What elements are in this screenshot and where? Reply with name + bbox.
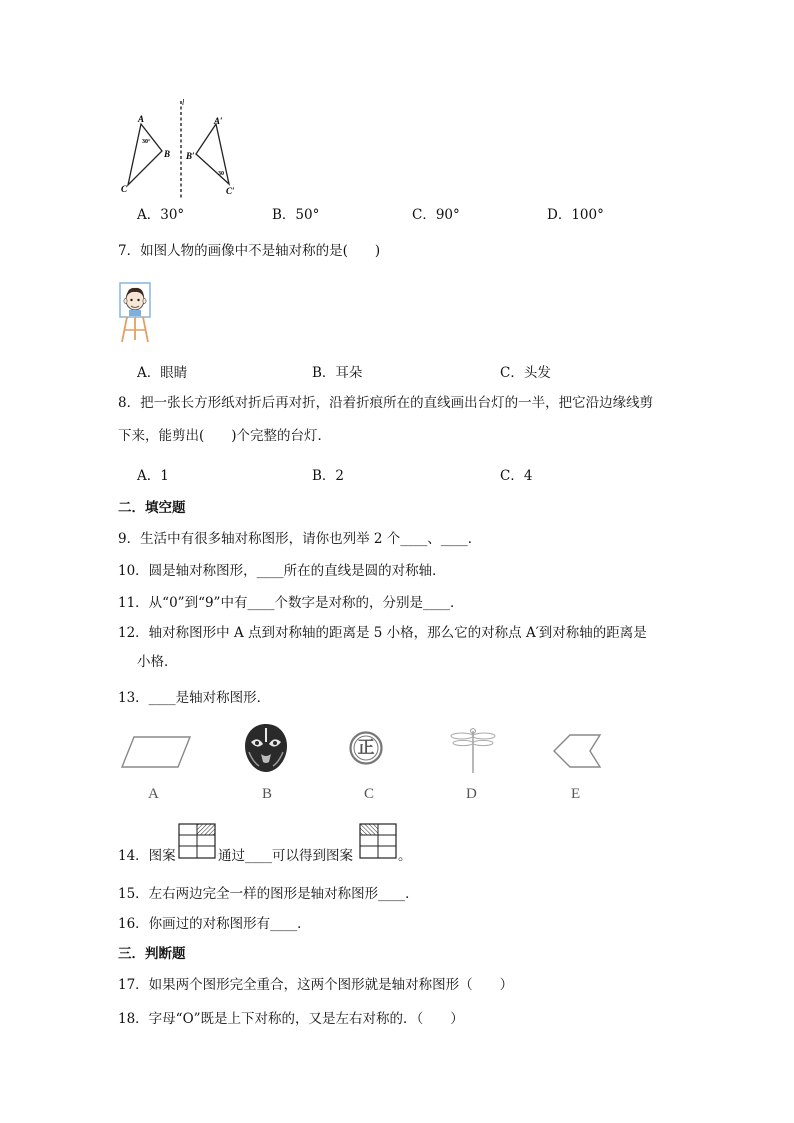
q6-option-a: A．30° bbox=[137, 207, 185, 223]
q6-option-d: D．100° bbox=[547, 207, 604, 223]
q7-option-c: C．头发 bbox=[500, 365, 551, 381]
q8-option-b: B．2 bbox=[312, 468, 345, 484]
q6-option-c: C．90° bbox=[412, 207, 460, 223]
q14-part3: 。 bbox=[398, 848, 412, 864]
q13-figure-c-stamp bbox=[349, 731, 383, 765]
triangle-abc bbox=[128, 124, 162, 185]
q13-figure-e-arrow-shape bbox=[552, 733, 602, 769]
q14-part1: 14．图案 bbox=[118, 848, 176, 864]
label-A: A bbox=[138, 114, 145, 124]
q7-option-a: A．眼睛 bbox=[137, 365, 188, 381]
section-judgment-heading: 三．判断题 bbox=[118, 946, 186, 962]
q8-option-c: C．4 bbox=[500, 468, 533, 484]
q8-stem-line1: 8．把一张长方形纸对折后再对折，沿着折痕所在的直线画出台灯的一半，把它沿边缘线剪 bbox=[118, 395, 654, 411]
q16-text: 16．你画过的对称图形有____． bbox=[118, 916, 311, 932]
q14-pattern-1 bbox=[178, 823, 216, 859]
angle-label-a: 30° bbox=[142, 139, 151, 145]
q13-label-c: C bbox=[364, 786, 375, 802]
q7-stem: 7．如图人物的画像中不是轴对称的是( ) bbox=[118, 243, 381, 259]
q9-text: 9．生活中有很多轴对称图形，请你也列举 2 个____、____． bbox=[118, 531, 482, 547]
q14-pattern-2 bbox=[359, 823, 397, 859]
label-C: C bbox=[121, 184, 128, 194]
axis-label-l: l bbox=[182, 98, 185, 107]
q13-label-d: D bbox=[466, 786, 477, 802]
q13-figure-a-parallelogram bbox=[120, 734, 192, 770]
label-A-prime: A′ bbox=[214, 116, 223, 126]
q11-text: 11．从“0”到“9”中有____个数字是对称的，分别是____． bbox=[118, 595, 464, 611]
q6-option-b: B．50° bbox=[272, 207, 320, 223]
q12-text-line1: 12．轴对称图形中 A 点到对称轴的距离是 5 小格，那么它的对称点 A′到对称轴的距离是 bbox=[118, 625, 647, 641]
angle-label-c: 30 bbox=[218, 171, 224, 177]
q14-part2: 通过____可以得到图案 bbox=[218, 848, 353, 864]
q13-label-e: E bbox=[571, 786, 581, 802]
q8-stem-line2: 下来，能剪出( )个完整的台灯． bbox=[118, 428, 332, 444]
q8-option-a: A．1 bbox=[137, 468, 169, 484]
q18-text: 18．字母“O”既是上下对称的，又是左右对称的．（ ） bbox=[118, 1011, 464, 1027]
q15-text: 15．左右两边完全一样的图形是轴对称图形____． bbox=[118, 886, 419, 902]
q7-portrait-figure bbox=[118, 282, 152, 344]
label-B-prime: B′ bbox=[186, 151, 195, 161]
q13-stem: 13．____是轴对称图形． bbox=[118, 690, 271, 706]
q17-text: 17．如果两个图形完全重合，这两个图形就是轴对称图形（ ） bbox=[118, 977, 514, 993]
q12-text-line2: 小格． bbox=[137, 654, 178, 670]
q10-text: 10．圆是轴对称图形，____所在的直线是圆的对称轴． bbox=[118, 563, 446, 579]
label-B: B bbox=[164, 149, 171, 159]
label-C-prime: C′ bbox=[226, 186, 235, 196]
q13-figure-d-dragonfly bbox=[448, 725, 498, 775]
q13-label-a: A bbox=[148, 786, 159, 802]
q13-stamp-char: 正 bbox=[357, 738, 375, 758]
section-fill-in-heading: 二．填空题 bbox=[118, 500, 186, 516]
q13-label-b: B bbox=[262, 786, 273, 802]
q13-figure-b-opera-mask bbox=[243, 722, 289, 774]
triangle-a2b2c2 bbox=[196, 124, 229, 184]
q6-triangle-figure bbox=[110, 95, 250, 200]
q7-option-b: B．耳朵 bbox=[312, 365, 363, 381]
